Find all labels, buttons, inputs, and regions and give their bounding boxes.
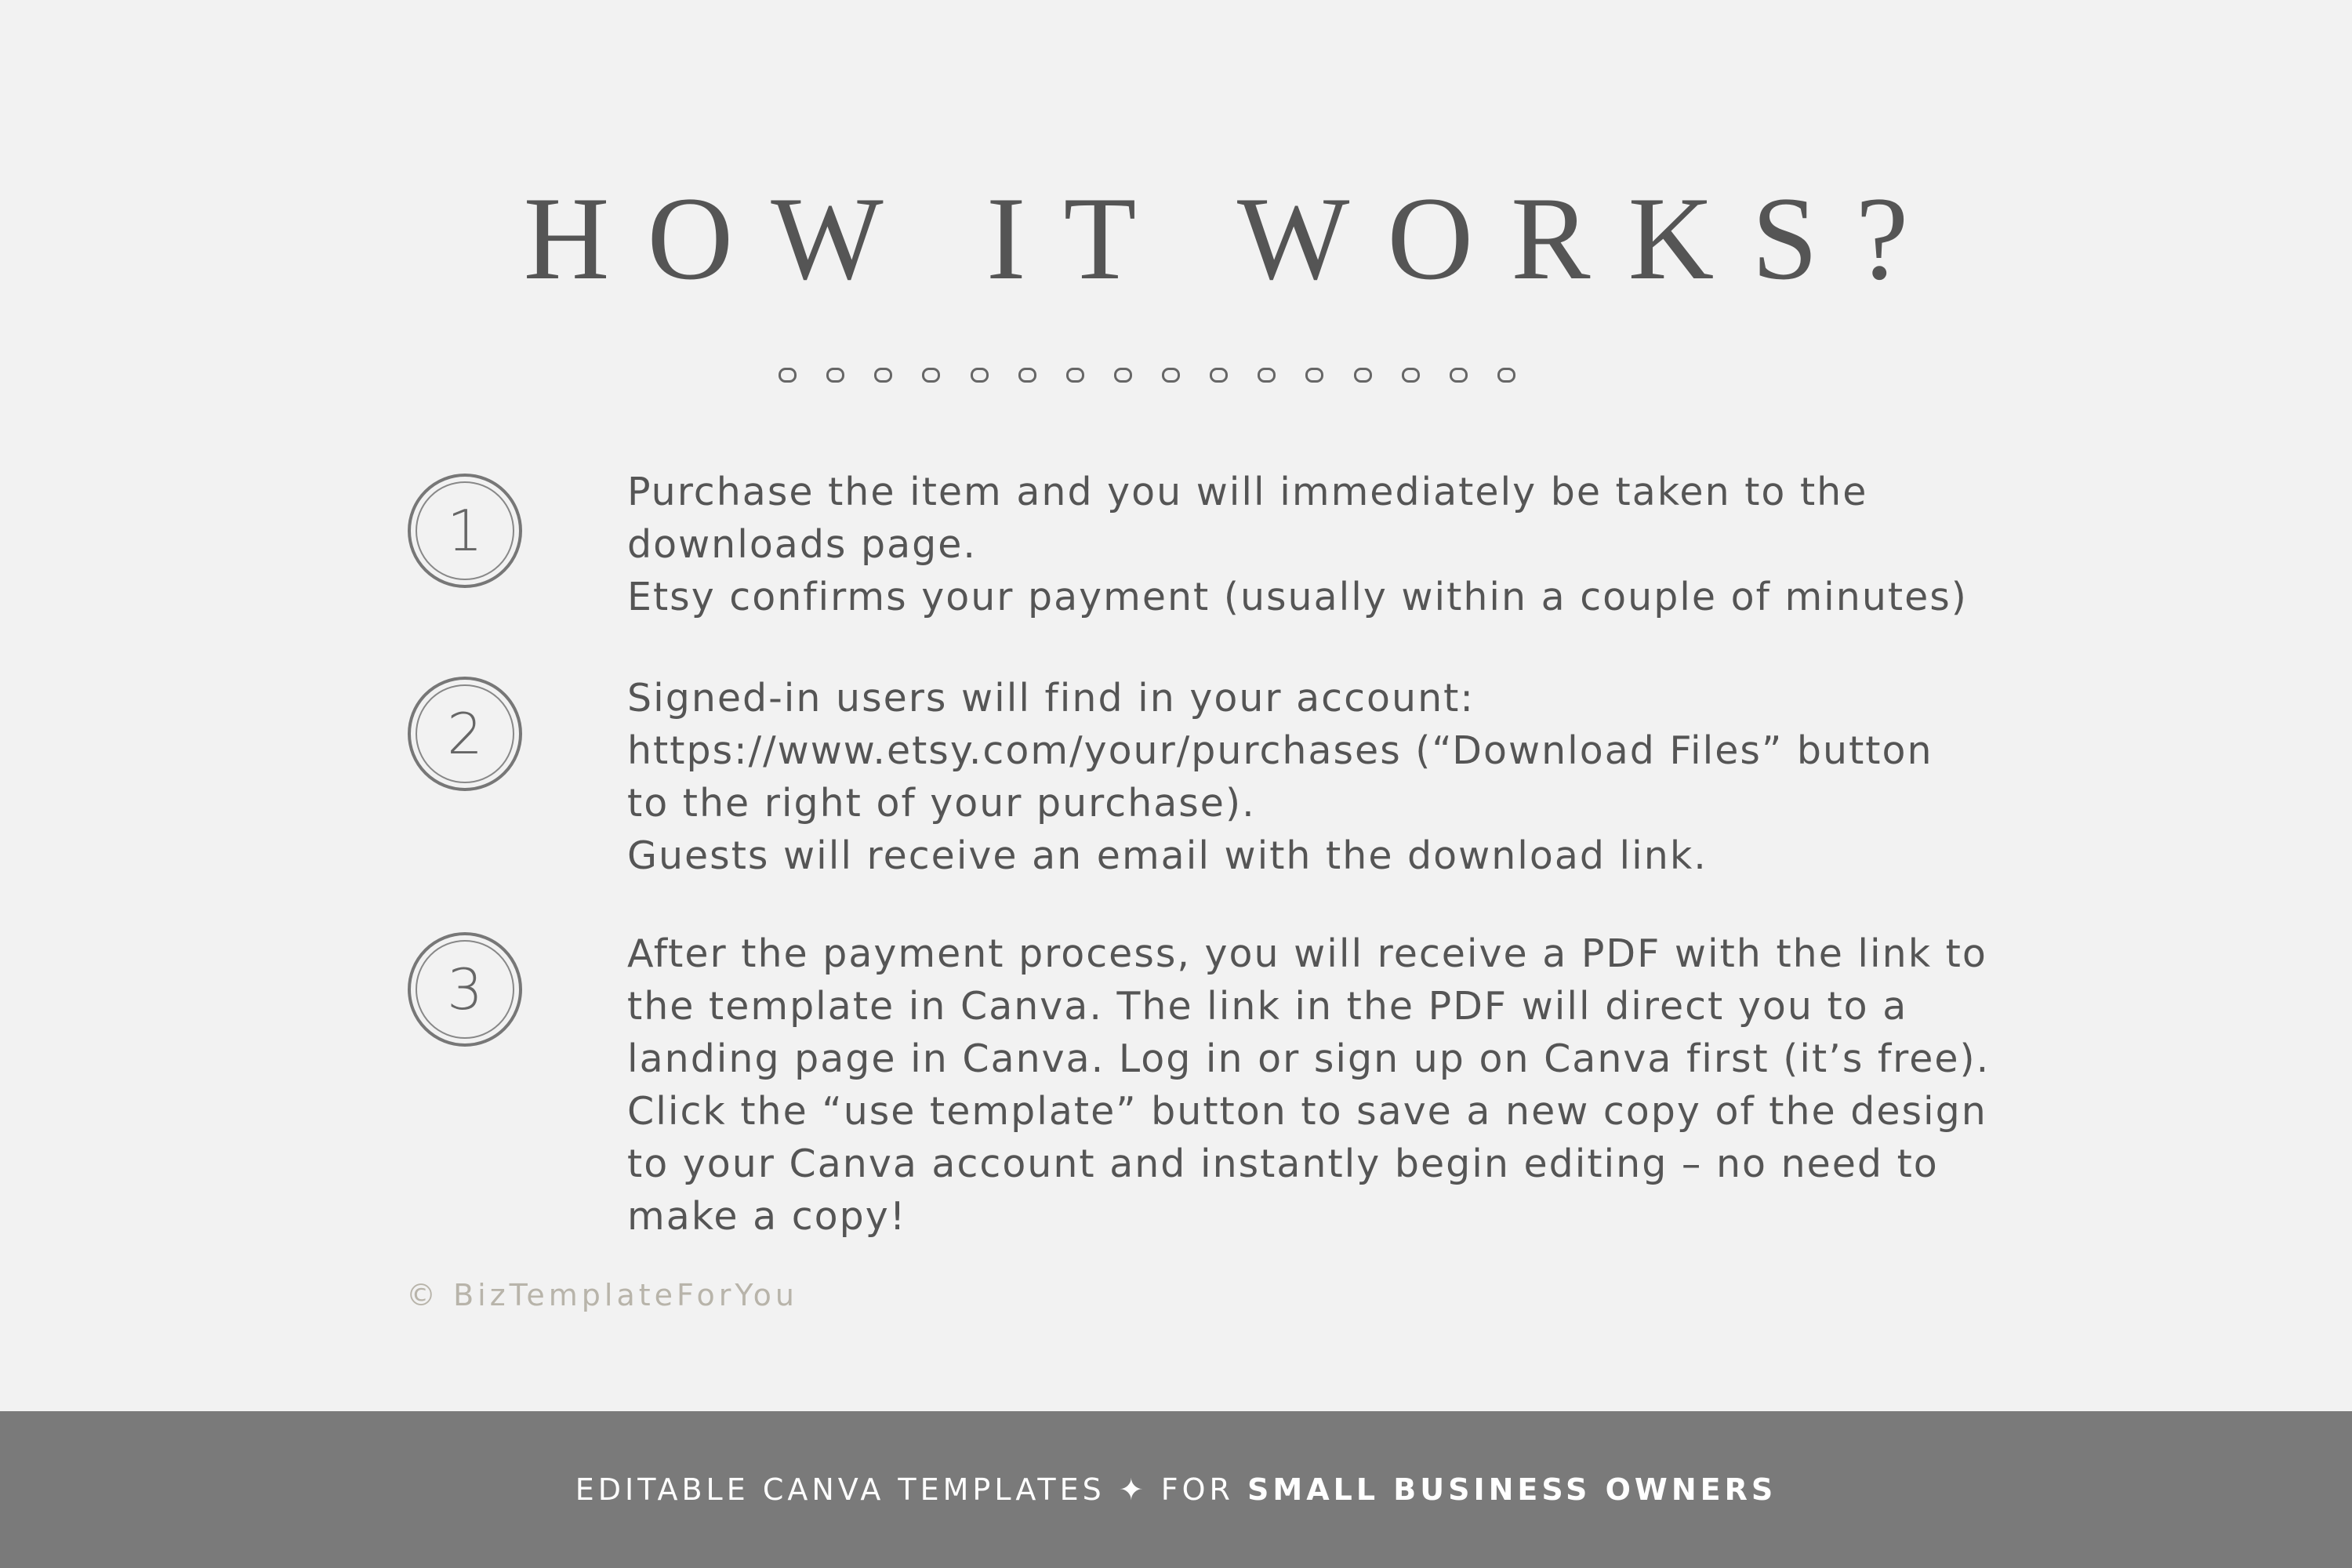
step-3-number: 3 (416, 940, 514, 1039)
step-2-line: https://www.etsy.com/your/purchases (“Download Files” button (627, 728, 1933, 773)
step-1-number: 1 (416, 481, 514, 580)
footer-tagline (575, 1472, 1777, 1507)
step-1-line: Etsy confirms your payment (usually within a couple of minutes) (627, 575, 1968, 619)
page-title: HOW IT WORKS? (523, 172, 1947, 304)
step-2-number: 2 (416, 684, 514, 783)
footer-tagline-emphasis: SMALL BUSINESS OWNERS (1247, 1472, 1777, 1507)
step-1-badge (408, 474, 522, 588)
footer-banner (0, 1411, 2352, 1568)
step-3-badge (408, 932, 522, 1047)
step-2-text (627, 672, 1960, 882)
step-1-line: Purchase the item and you will immediately be taken to the (627, 470, 1868, 514)
divider-dot (971, 368, 989, 383)
dotted-divider (779, 364, 1515, 386)
divider-dot (1402, 368, 1420, 383)
footer-tagline-prefix: EDITABLE CANVA TEMPLATES ✦ FOR (575, 1472, 1248, 1507)
step-1-text (627, 466, 1968, 623)
step-2-badge (408, 677, 522, 791)
divider-dot (1354, 368, 1372, 383)
divider-dot (1114, 368, 1132, 383)
divider-dot (826, 368, 844, 383)
step-3-line: make a copy! (627, 1194, 907, 1239)
divider-dot (1066, 368, 1084, 383)
step-3-line: After the payment process, you will receive a PDF with the link to (627, 931, 1987, 976)
step-3-line: Click the “use template” button to save a new copy of the design (627, 1089, 1987, 1134)
step-3-text (627, 927, 1991, 1243)
divider-dot (1305, 368, 1323, 383)
step-2-line: Guests will receive an email with the download link. (627, 833, 1708, 878)
step-3-line: landing page in Canva. Log in or sign up on Canva first (it’s free). (627, 1036, 1991, 1081)
step-1-line: downloads page. (627, 522, 977, 567)
divider-dot (1018, 368, 1036, 383)
divider-dot (1450, 368, 1468, 383)
divider-dot (1258, 368, 1276, 383)
divider-dot (779, 368, 797, 383)
divider-dot (1162, 368, 1180, 383)
step-2-line: Signed-in users will find in your account: (627, 676, 1475, 720)
step-3-line: the template in Canva. The link in the PDF will direct you to a (627, 984, 1908, 1029)
step-3-line: to your Canva account and instantly begin editing – no need to (627, 1142, 1939, 1186)
step-2-line: to the right of your purchase). (627, 781, 1256, 826)
divider-dot (874, 368, 892, 383)
copyright-credit: © BizTemplateForYou (406, 1278, 798, 1312)
divider-dot (1210, 368, 1228, 383)
divider-dot (1497, 368, 1515, 383)
divider-dot (922, 368, 940, 383)
